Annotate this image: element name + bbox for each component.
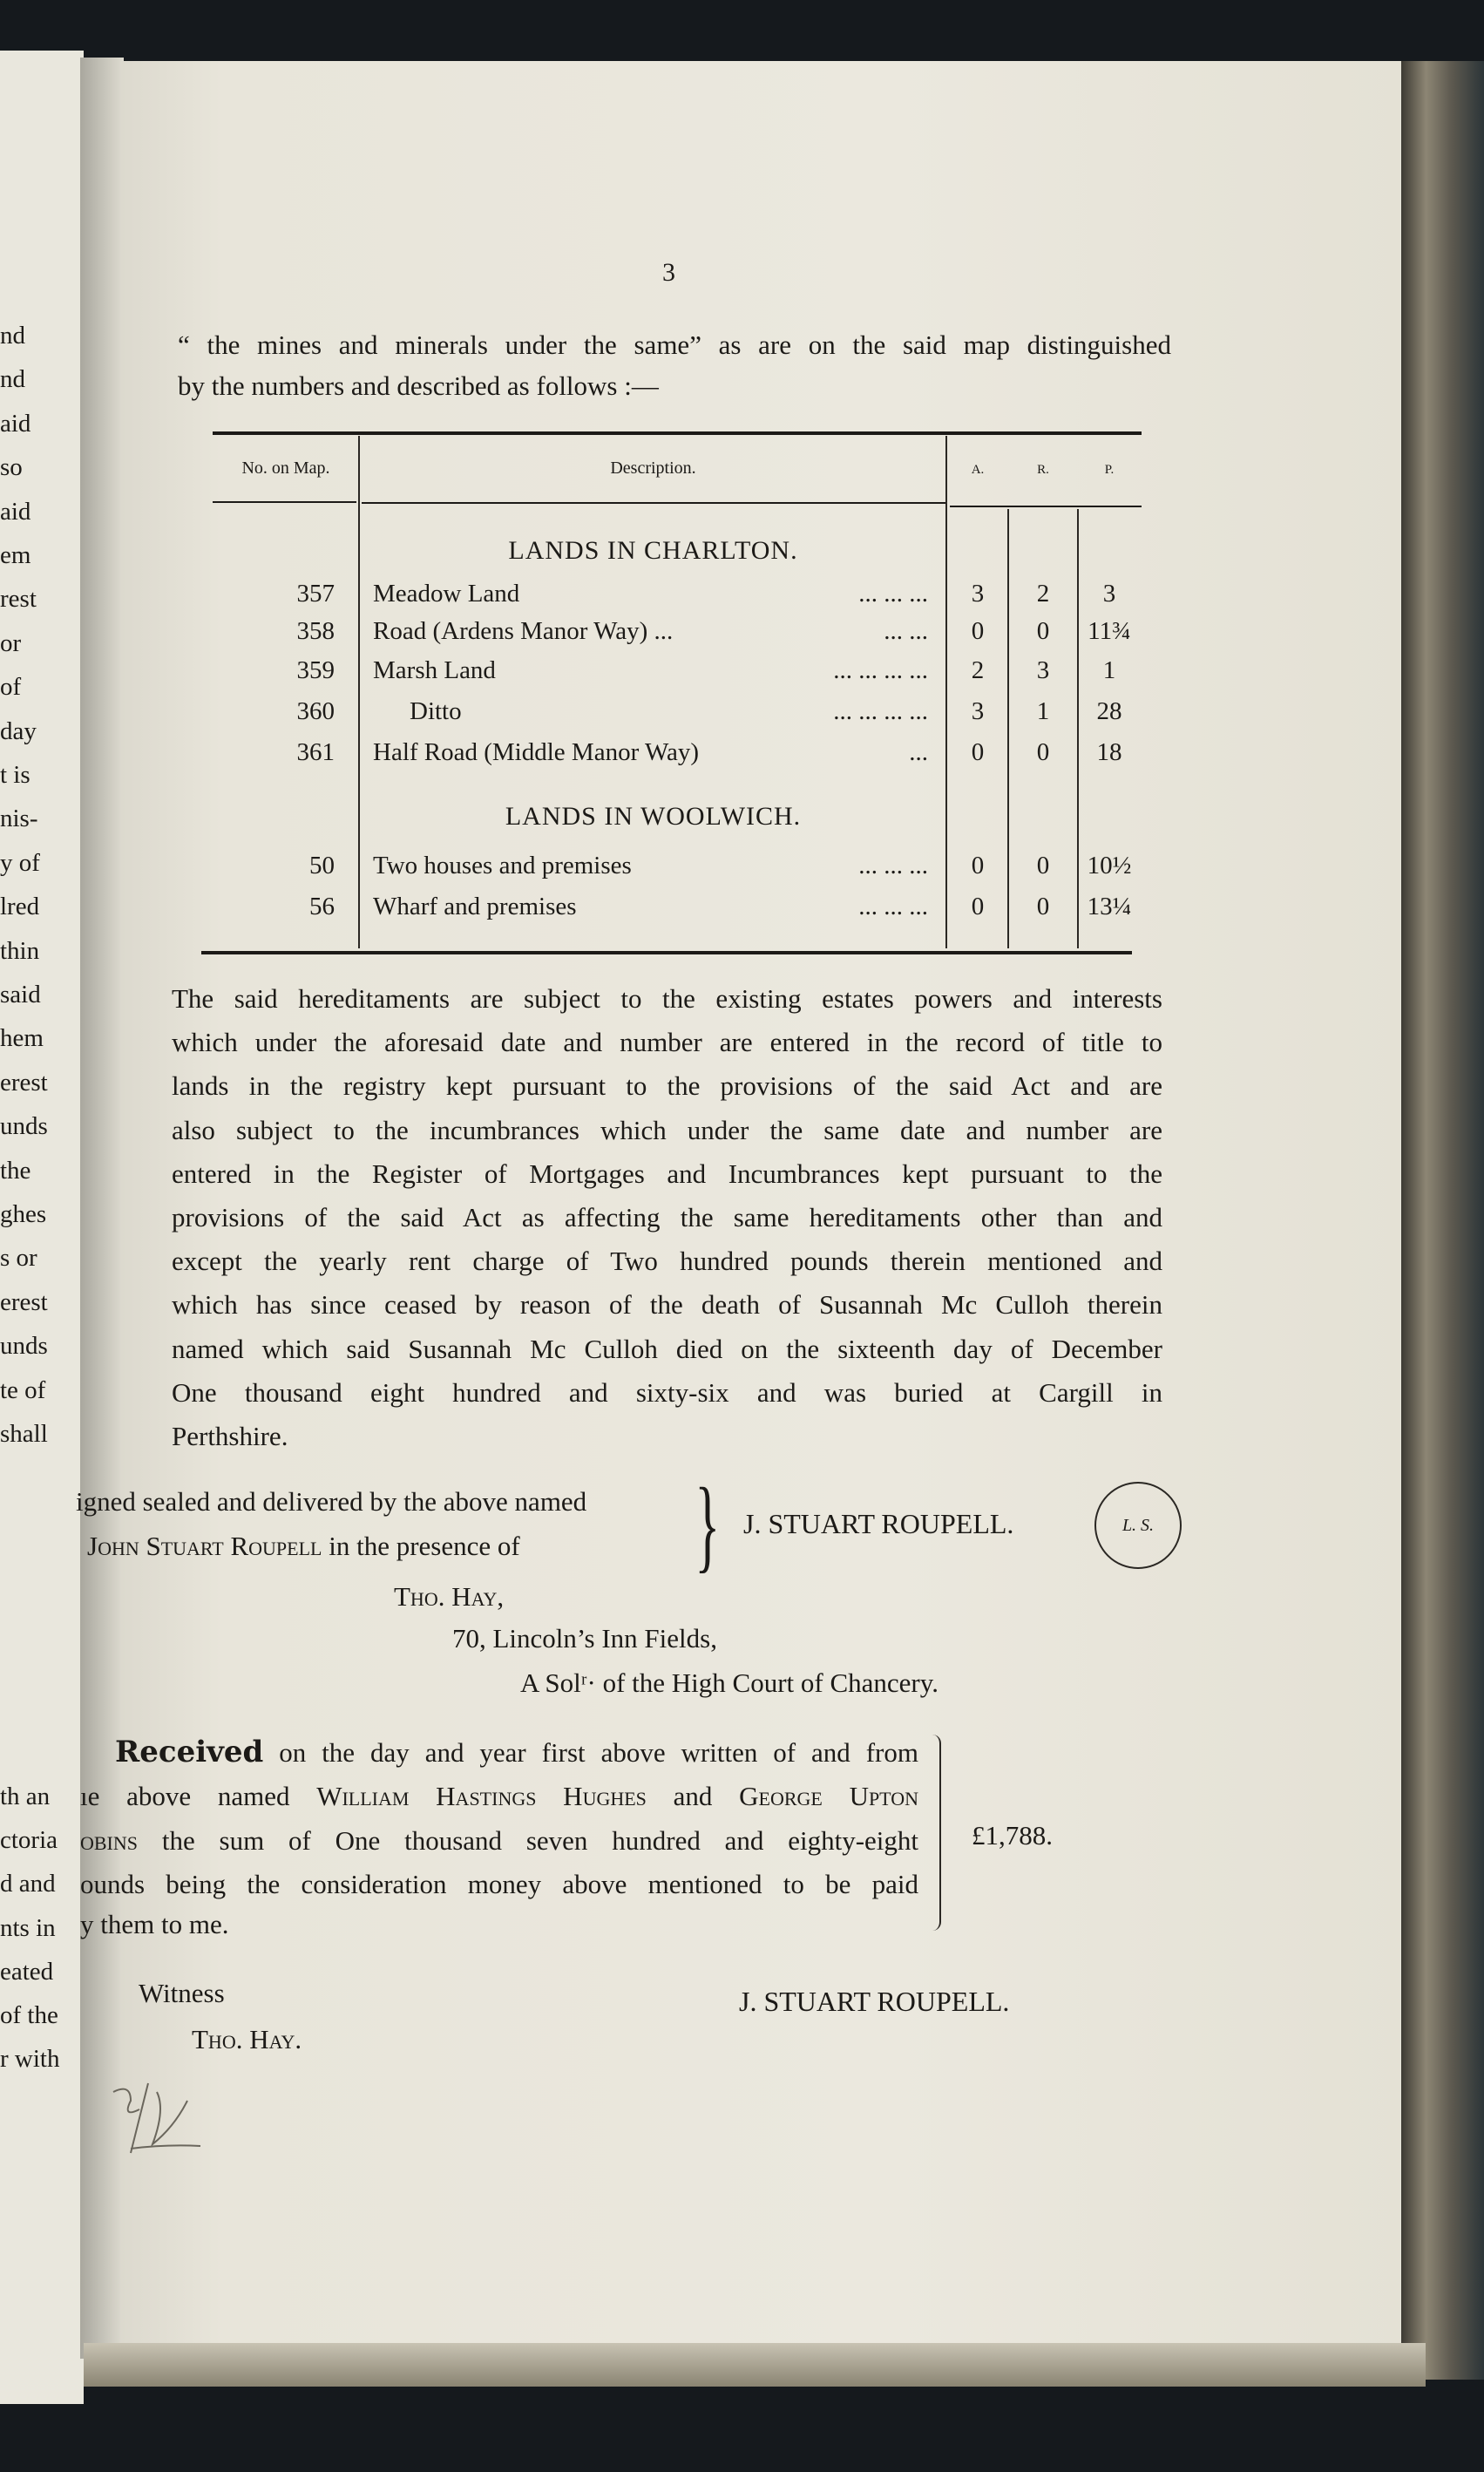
land-description: Ditto	[410, 697, 462, 725]
fragment-text: aid	[0, 409, 31, 438]
payer-names: William Hastings Hughes	[316, 1781, 647, 1811]
receipt-text: ıe above named	[80, 1781, 317, 1811]
left-page-fragment	[0, 1023, 80, 1053]
section-heading: LANDS IN CHARLTON.	[508, 536, 798, 565]
left-page-fragment	[0, 2044, 80, 2074]
acres-value: 3	[971, 697, 985, 725]
left-page-fragment	[0, 1913, 80, 1943]
land-description: Meadow Land	[373, 580, 520, 608]
intro-line: by the numbers and described as follows :—	[178, 370, 659, 401]
fragment-text: nis-	[0, 805, 38, 833]
signer-name: John Stuart Roupell	[87, 1531, 322, 1561]
receipt-line	[80, 1781, 918, 1812]
paragraph-line: also subject to the incumbrances which under the same date and number are	[172, 1114, 1162, 1145]
left-page-fragment	[0, 409, 80, 438]
fragment-text: rest	[0, 585, 37, 614]
roods-value: 0	[1036, 893, 1050, 920]
receipt-text: the sum of One thousand seven hundred and eighty-eight	[138, 1825, 918, 1856]
left-page-fragment	[0, 364, 80, 394]
fragment-text: te of	[0, 1375, 46, 1404]
left-page-fragment	[0, 1199, 80, 1229]
header-rule	[950, 506, 1142, 507]
dot-leader: ... ... ... ...	[833, 656, 928, 684]
left-page-fragment	[0, 2000, 80, 2030]
left-page-fragment	[0, 804, 80, 833]
land-description: Wharf and premises	[373, 893, 577, 920]
perches-value: 18	[1096, 738, 1122, 766]
roods-value: 0	[1036, 617, 1050, 645]
header-number: No. on Map.	[241, 458, 330, 478]
fragment-text: of the	[0, 2001, 58, 2029]
payer-names: obins	[80, 1825, 139, 1856]
fragment-text: hem	[0, 1024, 44, 1053]
fragment-text: nts in	[0, 1913, 56, 1942]
witness-label: Witness	[139, 1978, 225, 2008]
fragment-text: the	[0, 1156, 31, 1185]
payer-names: George Upton	[739, 1781, 919, 1811]
witness-name: Tho. Hay,	[394, 1581, 505, 1612]
signatory-name: J. STUART ROUPELL.	[743, 1508, 1014, 1539]
receipt-text: and	[646, 1781, 740, 1811]
left-page-fragment	[0, 452, 80, 482]
left-page-fragment	[0, 584, 80, 614]
attestation-line	[87, 1531, 520, 1562]
land-description: Two houses and premises	[373, 852, 632, 879]
perches-value: 11¾	[1088, 617, 1131, 645]
fragment-text: aid	[0, 497, 31, 526]
dot-leader: ... ... ...	[858, 893, 928, 920]
left-page-fragment	[0, 628, 80, 658]
fragment-text: s or	[0, 1244, 37, 1273]
fragment-text: said	[0, 981, 41, 1008]
left-page-fragment	[0, 540, 80, 570]
seal-circle	[1094, 1482, 1182, 1569]
page-number: 3	[662, 258, 675, 287]
acres-value: 0	[971, 893, 985, 920]
left-page-fragment	[0, 1782, 80, 1811]
header-acres: A.	[971, 463, 985, 477]
receipt-signatory: J. STUART ROUPELL.	[739, 1986, 1010, 2017]
fragment-text: r with	[0, 2045, 60, 2074]
fragment-text: th an	[0, 1783, 51, 1810]
fragment-text: y of	[0, 848, 40, 877]
left-page-fragment	[0, 936, 80, 966]
acres-value: 3	[971, 580, 985, 608]
left-page-fragment	[0, 892, 80, 921]
fragment-text: erest	[0, 1287, 48, 1316]
header-roods: R.	[1037, 463, 1049, 477]
fragment-text: d and	[0, 1870, 56, 1898]
receipt-text: on the day and year first above written of and from	[263, 1737, 918, 1768]
dot-leader: ... ... ... ...	[833, 697, 928, 725]
left-page-fragment	[0, 1243, 80, 1273]
table-top-rule	[213, 431, 1142, 435]
seal-label: L. S.	[1121, 1515, 1155, 1535]
land-description: Road (Ardens Manor Way) ...	[373, 617, 674, 645]
paragraph-line: lands in the registry kept pursuant to the provisions of the said Act and are	[172, 1070, 1162, 1102]
left-page-fragment	[0, 321, 80, 350]
perches-value: 3	[1102, 580, 1116, 608]
book-gutter-shadow	[80, 58, 124, 2359]
left-page-fragment	[0, 980, 80, 1009]
fragment-text: nd	[0, 322, 25, 350]
book-right-edge	[1401, 61, 1484, 2380]
fragment-text: em	[0, 541, 31, 569]
perches-value: 10½	[1087, 852, 1132, 879]
roods-value: 1	[1036, 697, 1050, 725]
left-page-fragment	[0, 672, 80, 702]
fragment-text: unds	[0, 1332, 48, 1361]
left-page-fragment	[0, 760, 80, 790]
paragraph-line: which under the aforesaid date and number are entered in the record of title to	[172, 1027, 1162, 1058]
left-page-fragment	[0, 848, 80, 878]
witness-title: A Solʳ· of the High Court of Chancery.	[520, 1667, 939, 1698]
fragment-text: thin	[0, 936, 40, 965]
receipt-witness-name: Tho. Hay.	[192, 2024, 302, 2054]
book-bottom-edge	[84, 2343, 1426, 2387]
map-number: 50	[309, 852, 335, 879]
section-heading: LANDS IN WOOLWICH.	[505, 802, 802, 831]
dot-leader: ... ... ...	[858, 852, 928, 879]
fragment-text: ghes	[0, 1200, 47, 1228]
dot-leader: ... ...	[884, 617, 928, 645]
acres-value: 0	[971, 738, 985, 766]
receipt-line	[80, 1825, 918, 1857]
left-page-fragment	[0, 1111, 80, 1141]
paragraph-line: provisions of the said Act as affecting the same hereditaments other than and	[172, 1202, 1162, 1233]
map-number: 359	[296, 656, 335, 684]
handwritten-initials	[105, 2075, 218, 2162]
header-description: Description.	[610, 458, 696, 478]
left-page-fragment	[0, 1957, 80, 1986]
header-rule	[362, 502, 945, 504]
left-page-fragment	[0, 1825, 80, 1855]
roods-value: 2	[1036, 580, 1050, 608]
dot-leader: ... ... ...	[858, 580, 928, 608]
fragment-text: erest	[0, 1068, 48, 1097]
brace	[929, 1735, 941, 1931]
column-divider	[1077, 509, 1079, 948]
left-page-fragment	[0, 1331, 80, 1361]
paragraph-line: Perthshire.	[172, 1421, 288, 1451]
header-perches: P.	[1104, 463, 1115, 477]
map-number: 56	[309, 893, 335, 920]
receipt-line: y them to me.	[80, 1909, 229, 1939]
attestation-text: in the presence of	[322, 1531, 520, 1561]
fragment-text: unds	[0, 1112, 48, 1141]
fragment-text: of	[0, 673, 22, 702]
column-divider	[358, 436, 360, 948]
fragment-text: shall	[0, 1420, 48, 1448]
attestation-line: igned sealed and delivered by the above named	[76, 1486, 587, 1517]
land-description: Marsh Land	[373, 656, 496, 684]
receipt-amount: £1,788.	[972, 1820, 1053, 1851]
land-description: Half Road (Middle Manor Way)	[373, 738, 700, 766]
paragraph-line: One thousand eight hundred and sixty-six and was buried at Cargill in	[172, 1376, 1162, 1408]
receipt-line: ounds being the consideration money above mentioned to be paid	[80, 1869, 918, 1899]
header-rule	[213, 501, 356, 503]
acres-value: 2	[971, 656, 985, 684]
paragraph-line: entered in the Register of Mortgages and Incumbrances kept pursuant to the	[172, 1158, 1162, 1189]
fragment-text: nd	[0, 365, 25, 394]
left-page-fragment	[0, 1156, 80, 1185]
roods-value: 0	[1036, 852, 1050, 879]
received-word: Received	[115, 1735, 264, 1769]
left-page-fragment	[0, 1419, 80, 1449]
roods-value: 0	[1036, 738, 1050, 766]
column-divider	[1007, 509, 1009, 948]
left-page-fragment	[0, 716, 80, 746]
paragraph-line: named which said Susannah Mc Culloh died on the sixteenth day of December	[172, 1333, 1162, 1364]
fragment-text: eated	[0, 1957, 54, 1986]
perches-value: 1	[1102, 656, 1116, 684]
paragraph-line: The said hereditaments are subject to the existing estates powers and interests	[172, 983, 1162, 1014]
dot-leader: ...	[909, 738, 928, 766]
left-page-fragment	[0, 1287, 80, 1317]
perches-value: 13¼	[1087, 893, 1132, 920]
map-number: 358	[296, 617, 335, 645]
map-number: 361	[296, 738, 335, 766]
roods-value: 3	[1036, 656, 1050, 684]
receipt-line	[115, 1736, 918, 1769]
acres-value: 0	[971, 617, 985, 645]
perches-value: 28	[1096, 697, 1122, 725]
acres-value: 0	[971, 852, 985, 879]
map-number: 357	[296, 580, 335, 608]
intro-line: “ the mines and minerals under the same” as are on the said map distinguished	[178, 329, 1171, 360]
fragment-text: or	[0, 628, 22, 657]
fragment-text: t is	[0, 761, 30, 789]
brace: }	[695, 1466, 721, 1582]
paragraph-line: which has since ceased by reason of the death of Susannah Mc Culloh therein	[172, 1289, 1162, 1321]
witness-address: 70, Lincoln’s Inn Fields,	[452, 1623, 717, 1654]
left-page-fragment	[0, 1375, 80, 1405]
fragment-text: ctoria	[0, 1826, 58, 1855]
fragment-text: lred	[0, 893, 40, 921]
map-number: 360	[296, 697, 335, 725]
paragraph-line: except the yearly rent charge of Two hundred pounds therein mentioned and	[172, 1246, 1162, 1277]
table-bottom-rule	[201, 951, 1132, 954]
fragment-text: so	[0, 453, 23, 482]
left-page-fragment	[0, 497, 80, 526]
left-page-fragment	[0, 1869, 80, 1898]
fragment-text: day	[0, 716, 37, 745]
left-page-fragment	[0, 1068, 80, 1097]
